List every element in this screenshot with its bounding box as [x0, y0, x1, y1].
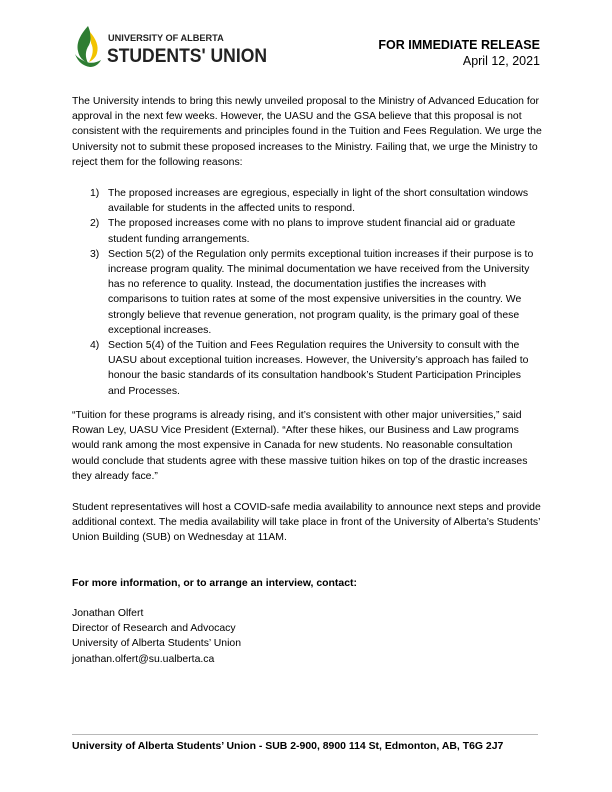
release-block [378, 38, 540, 69]
list-text: The proposed increases come with no plans to improve student financial aid or graduate student funding arrangements. [108, 218, 516, 245]
contact-name: Jonathan Olfert [72, 608, 144, 619]
logo-top-text: UNIVERSITY OF ALBERTA [108, 33, 224, 43]
contact-email[interactable]: jonathan.olfert@su.ualberta.ca [72, 653, 215, 665]
logo-main-text: STUDENTS' UNION [107, 45, 267, 67]
list-item [72, 247, 540, 338]
release-date: April 12, 2021 [462, 54, 540, 68]
list-text: Section 5(2) of the Regulation only permits exceptional tuition increases if their purpose is to increase program quality. The minimal documentation we have received from the University has no reference to quality. Instead, the documentation justifies the increases with comparisons to tuition rates at some of the most expensive universities in the country. We strongly believe that revenue generation, not program quality, is the primary goal of these exceptional increases. [108, 248, 534, 336]
list-number: 4) [90, 340, 100, 352]
list-item [72, 186, 540, 216]
intro-paragraph: The University intends to bring this newly unveiled proposal to the Ministry of Advanced Education for approval in the next few weeks. However, the UASU and the GSA believe that this proposal is not consistent with the requirements and principles found in the Tuition and Fees Regulation. We urge the University not to submit these proposed increases to the Ministry. Failing that, we urge the Ministry to reject them for the following reasons: [72, 96, 542, 168]
list-number: 1) [90, 188, 100, 199]
availability-paragraph: Student representatives will host a COVID-safe media availability to announce next steps and provide additional context. The media availability will take place in front of the University of Alberta’s Students’ Union Building (SUB) on Wednesday at 11AM. [72, 502, 541, 544]
list-number: 3) [90, 248, 100, 260]
list-number: 2) [90, 218, 100, 230]
list-item [72, 216, 540, 246]
quote-paragraph: “Tuition for these programs is already rising, and it’s consistent with other major universities,” said Rowan Ley, UASU Vice President (External). “After these hikes, our Business and Law programs would rank among the most expensive in Canada for new students. No reasonable consultation would conclude that students agree with these massive tuition hikes on top of the drastic increases they already face.” [72, 410, 528, 482]
list-item [72, 338, 540, 399]
torch-flame-logo-icon [72, 24, 272, 70]
footer-address: University of Alberta Students’ Union - SUB 2-900, 8900 114 St, Edmonton, AB, T6G 2J7 [72, 741, 504, 752]
contact-title: Director of Research and Advocacy [72, 623, 236, 635]
contact-heading: For more information, or to arrange an interview, contact: [72, 578, 357, 589]
reasons-list [72, 186, 540, 399]
release-label: FOR IMMEDIATE RELEASE [378, 38, 540, 52]
list-text: The proposed increases are egregious, especially in light of the short consultation windows available for students in the affected units to respond. [108, 188, 529, 215]
list-text: Section 5(4) of the Tuition and Fees Regulation requires the University to consult with the UASU about exceptional tuition increases. However, the University’s approach has failed to honour the basic standards of its consultation handbook’s Student Participation Principles and Processes. [108, 340, 529, 397]
contact-org: University of Alberta Students’ Union [72, 638, 242, 650]
students-union-logo [72, 24, 272, 70]
contact-block [72, 606, 241, 667]
footer-divider [72, 734, 538, 735]
